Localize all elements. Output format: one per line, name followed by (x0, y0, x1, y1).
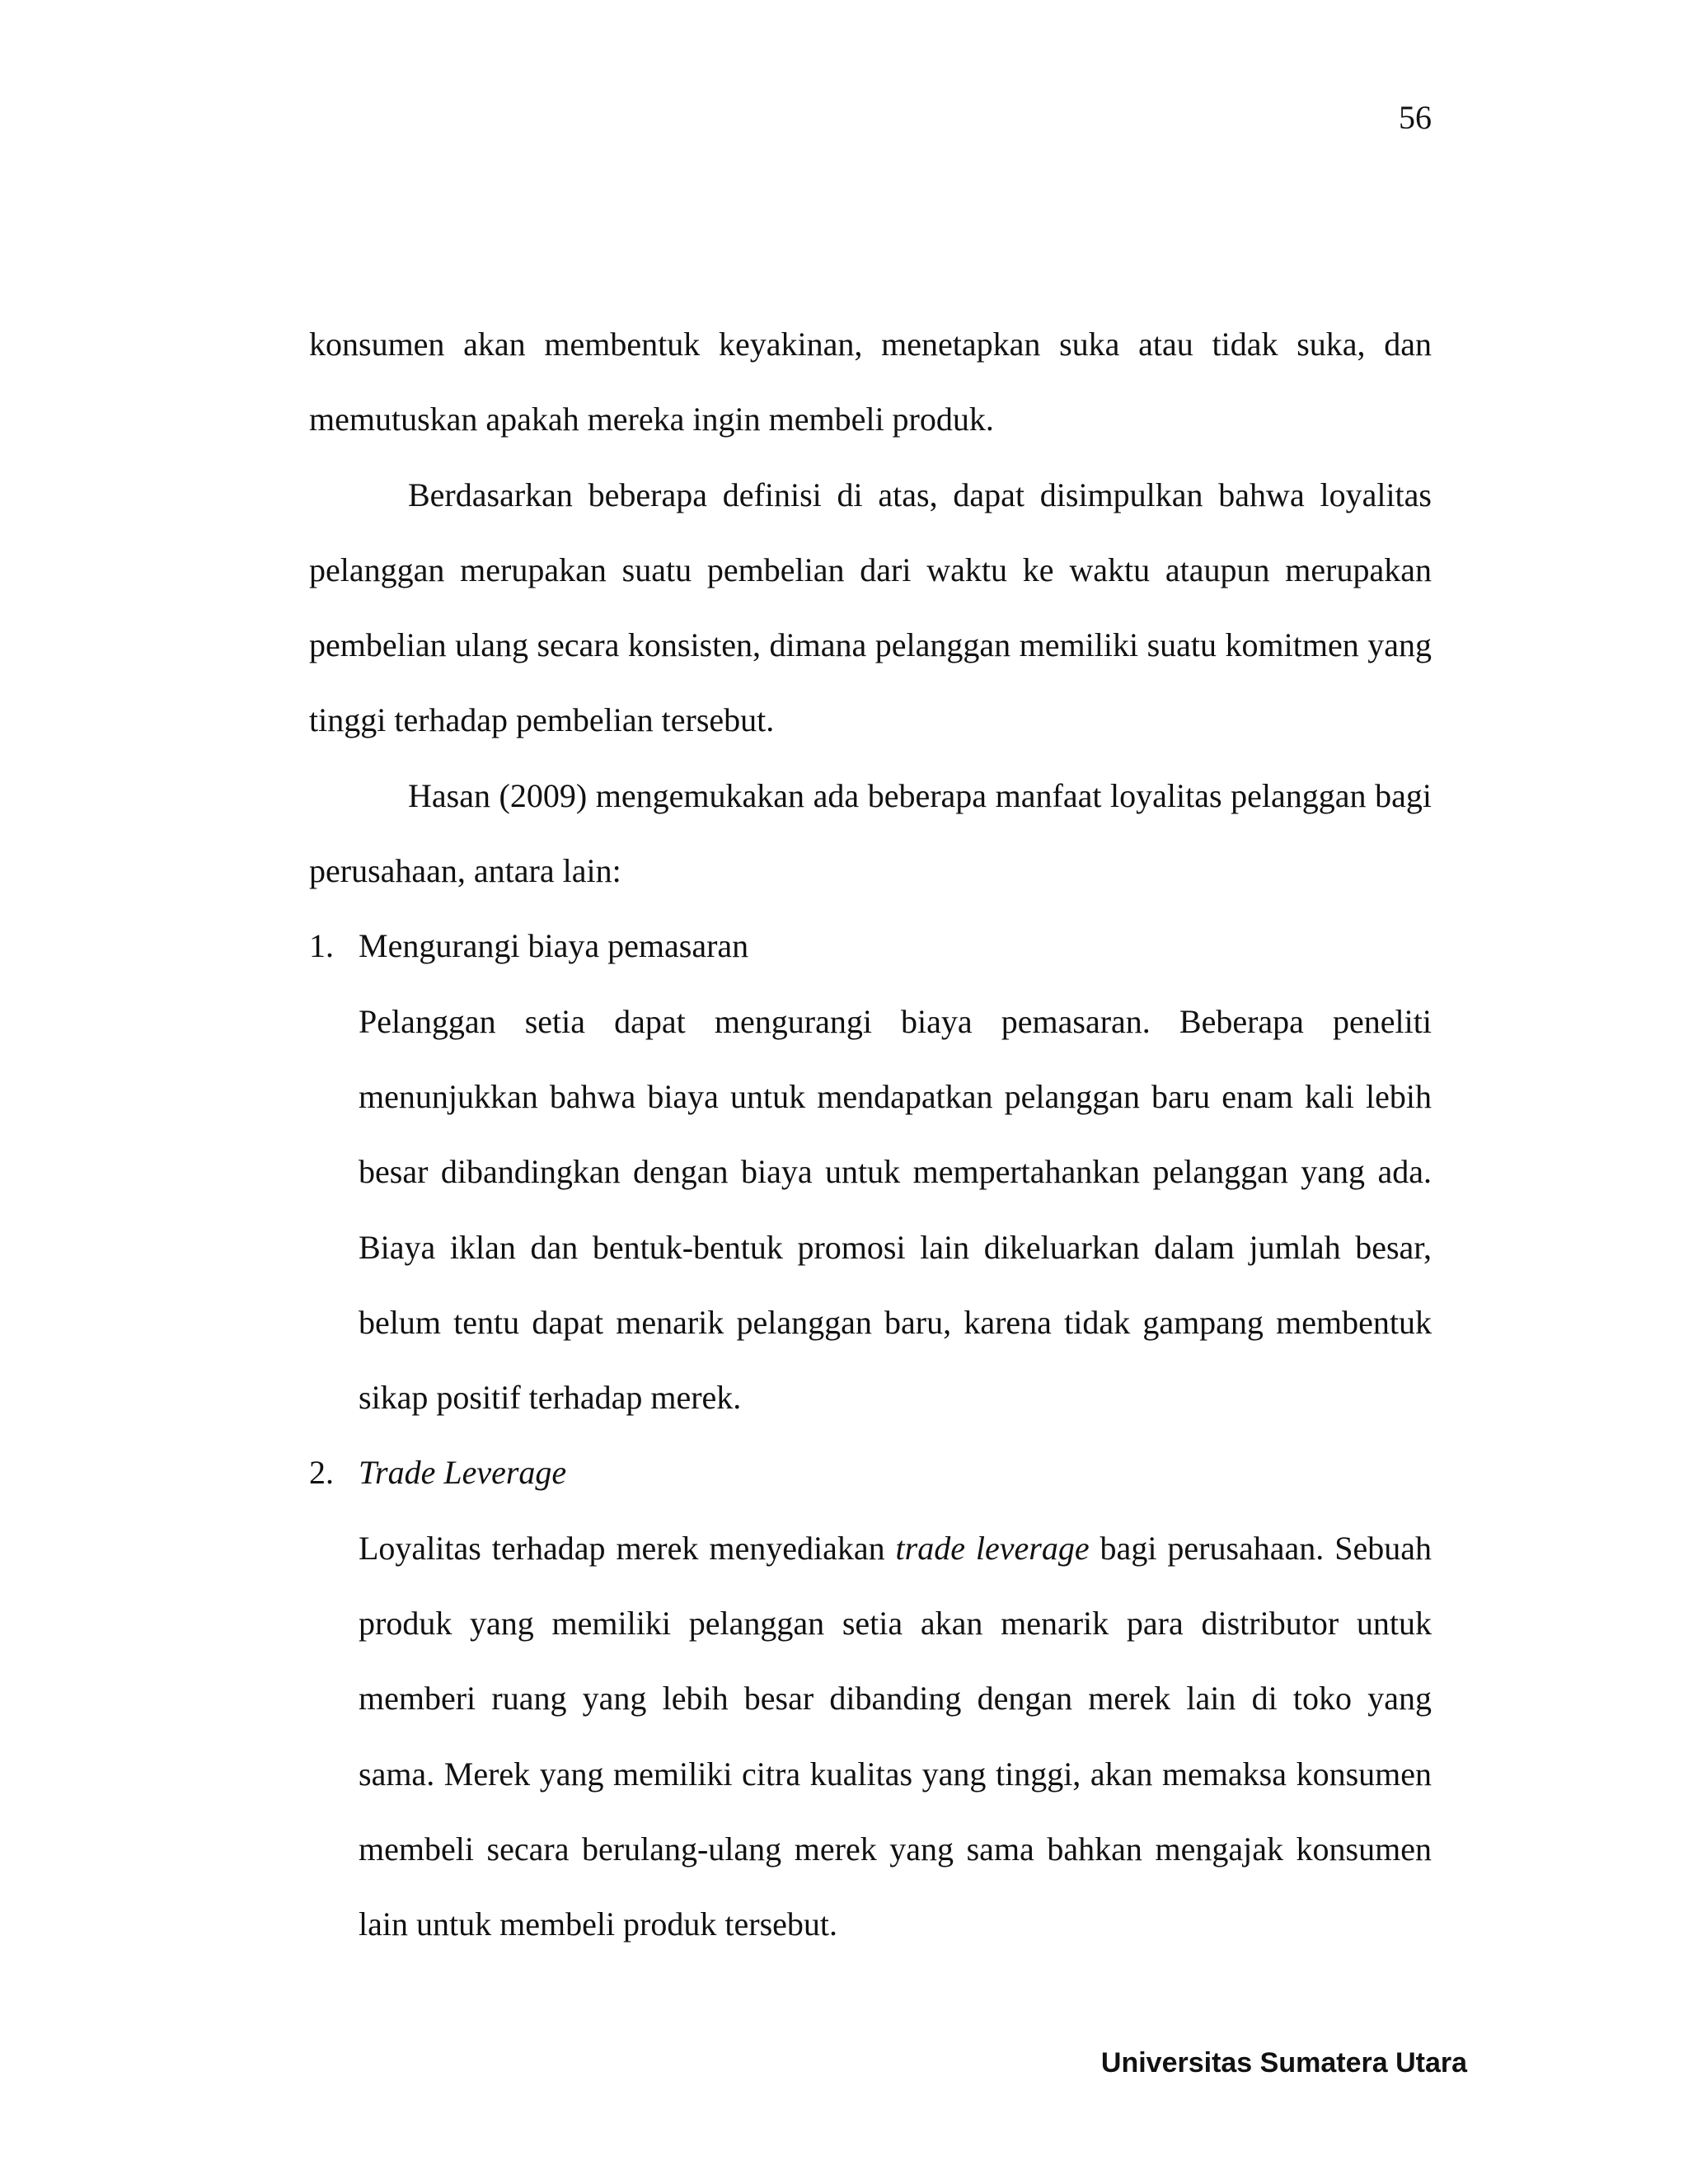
list-item-number: 1. (309, 927, 334, 965)
list-item-body (309, 1511, 1432, 1962)
body-text-after: bagi perusahaan. Sebuah produk yang memiliki pelanggan setia akan menarik para distributor untuk memberi ruang yang lebih besar dibanding dengan merek lain di toko yang sama. Merek yang memiliki citra kualitas yang tinggi, akan memaksa konsumen membeli secara berulang-ulang merek yang sama bahkan mengajak konsumen lain untuk membeli produk tersebut. (359, 1529, 1432, 1943)
list-item-trade-leverage (309, 1435, 1432, 1961)
paragraph-benefits-intro: Hasan (2009) mengemukakan ada beberapa manfaat loyalitas pelanggan bagi perusahaan, antara lain: (309, 776, 1432, 890)
paragraph-conclusion: Berdasarkan beberapa definisi di atas, dapat disimpulkan bahwa loyalitas pelanggan merupakan suatu pembelian dari waktu ke waktu ataupun merupakan pembelian ulang secara konsisten, dimana pelanggan memiliki suatu komitmen yang tinggi terhadap pembelian tersebut. (309, 476, 1432, 739)
list-item-title: Trade Leverage (359, 1454, 567, 1492)
paragraph-continuation: konsumen akan membentuk keyakinan, menetapkan suka atau tidak suka, dan memutuskan apakah mereka ingin membeli produk. (309, 326, 1432, 438)
list-item-heading (309, 1435, 1432, 1510)
body-text-before: Loyalitas terhadap merek menyediakan (359, 1529, 896, 1567)
body-text-italic-term: trade leverage (895, 1529, 1090, 1567)
list-item-heading (309, 908, 1432, 983)
list-item-body: Pelanggan setia dapat mengurangi biaya pemasaran. Beberapa peneliti menunjukkan bahwa biaya untuk mendapatkan pelanggan baru enam kali lebih besar dibandingkan dengan biaya untuk mempertahankan pelanggan yang ada. Biaya iklan dan bentuk-bentuk promosi lain dikeluarkan dalam jumlah besar, belum tentu dapat menarik pelanggan baru, karena tidak gampang membentuk sikap positif terhadap merek. (359, 1002, 1432, 1417)
list-item-marketing-cost (309, 908, 1432, 1435)
document-body (309, 307, 1432, 1962)
page-number: 56 (1399, 99, 1432, 136)
list-item-title: Mengurangi biaya pemasaran (359, 927, 749, 965)
footer-university-name: Universitas Sumatera Utara (1100, 2047, 1467, 2079)
list-item-number: 2. (309, 1454, 334, 1492)
